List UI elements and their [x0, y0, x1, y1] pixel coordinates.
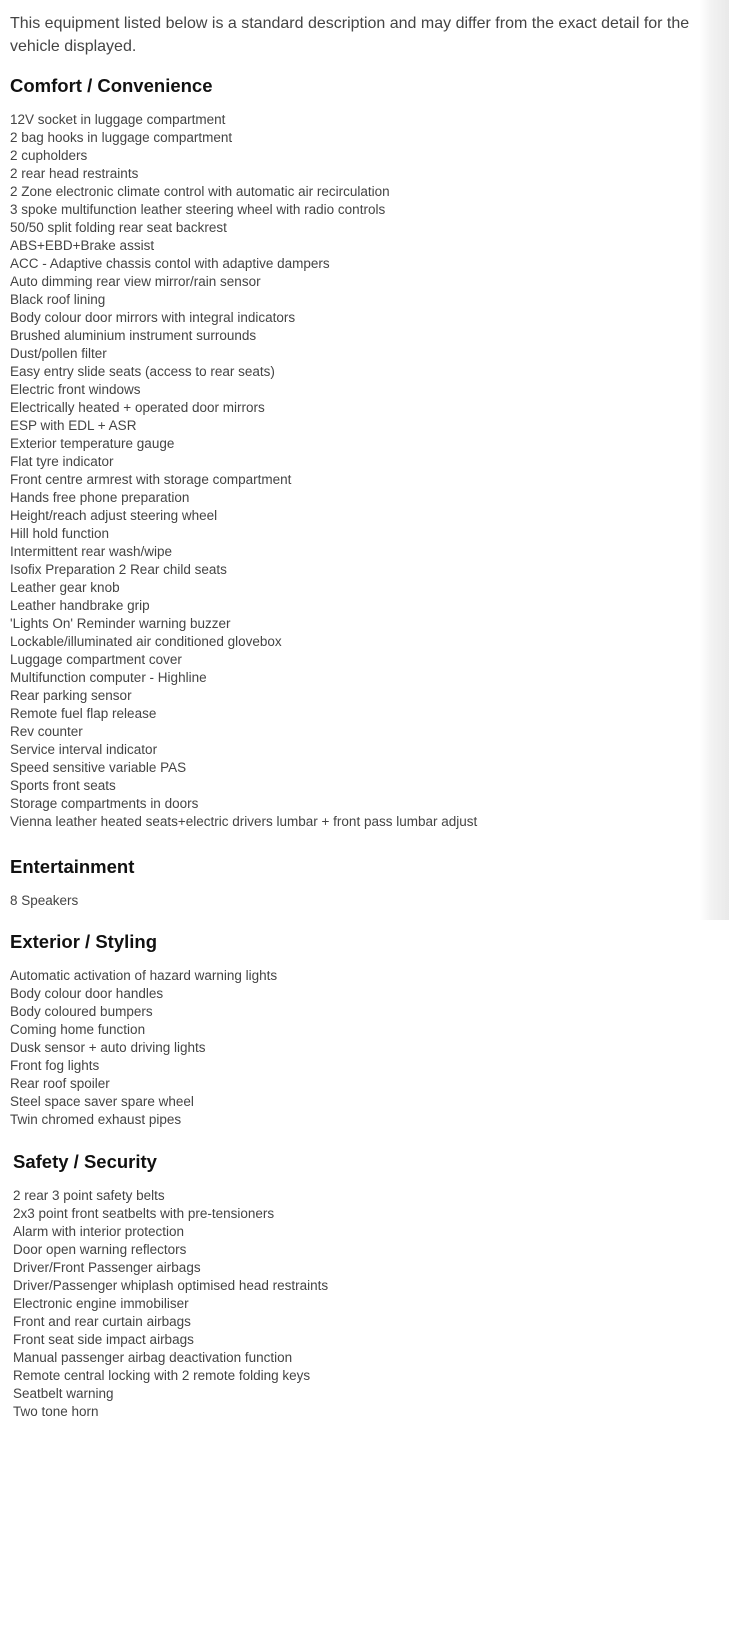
equipment-item: 2 bag hooks in luggage compartment [10, 130, 233, 145]
equipment-item: Multifunction computer - Highline [10, 670, 207, 685]
equipment-item: Front and rear curtain airbags [13, 1314, 191, 1329]
equipment-item: Driver/Passenger whiplash optimised head restraints [13, 1278, 329, 1293]
equipment-item: 2 Zone electronic climate control with automatic air recirculation [10, 184, 390, 199]
equipment-item: Electrically heated + operated door mirrors [10, 400, 265, 415]
equipment-item: Remote fuel flap release [10, 706, 157, 721]
equipment-item: Sports front seats [10, 778, 116, 793]
equipment-item: Lockable/illuminated air conditioned glovebox [10, 634, 282, 649]
equipment-item: 2 cupholders [10, 148, 88, 163]
equipment-item: Two tone horn [13, 1404, 99, 1419]
equipment-item: Flat tyre indicator [10, 454, 114, 469]
equipment-item: Height/reach adjust steering wheel [10, 508, 218, 523]
section-exterior-styling [10, 930, 690, 1127]
equipment-item: Rear roof spoiler [10, 1076, 110, 1091]
equipment-item: Manual passenger airbag deactivation function [13, 1350, 293, 1365]
equipment-item: Alarm with interior protection [13, 1224, 185, 1239]
equipment-item: 'Lights On' Reminder warning buzzer [10, 616, 231, 631]
section-title: Exterior / Styling [10, 931, 158, 952]
equipment-list [10, 892, 78, 910]
equipment-item: Body colour door handles [10, 986, 164, 1001]
equipment-item: Electronic engine immobiliser [13, 1296, 189, 1311]
equipment-item: Storage compartments in doors [10, 796, 199, 811]
equipment-item: Exterior temperature gauge [10, 436, 175, 451]
equipment-list [13, 1187, 328, 1421]
equipment-item: Leather gear knob [10, 580, 120, 595]
equipment-item: Twin chromed exhaust pipes [10, 1112, 182, 1127]
section-safety-security [13, 1150, 693, 1419]
right-edge-shadow [700, 0, 729, 920]
equipment-item: Dusk sensor + auto driving lights [10, 1040, 206, 1055]
equipment-item: Body coloured bumpers [10, 1004, 153, 1019]
equipment-item: Easy entry slide seats (access to rear seats) [10, 364, 275, 379]
equipment-item: Luggage compartment cover [10, 652, 182, 667]
equipment-item: Service interval indicator [10, 742, 158, 757]
equipment-item: Hands free phone preparation [10, 490, 190, 505]
equipment-item: Vienna leather heated seats+electric drivers lumbar + front pass lumbar adjust [10, 814, 478, 829]
equipment-item: ESP with EDL + ASR [10, 418, 137, 433]
equipment-item: Door open warning reflectors [13, 1242, 187, 1257]
equipment-item: Brushed aluminium instrument surrounds [10, 328, 257, 343]
equipment-item: Coming home function [10, 1022, 146, 1037]
equipment-item: 2x3 point front seatbelts with pre-tensioners [13, 1206, 275, 1221]
equipment-item: Body colour door mirrors with integral indicators [10, 310, 296, 325]
section-title: Entertainment [10, 856, 135, 877]
equipment-item: Intermittent rear wash/wipe [10, 544, 173, 559]
equipment-item: Steel space saver spare wheel [10, 1094, 194, 1109]
equipment-item: Front centre armrest with storage compartment [10, 472, 292, 487]
intro-text: This equipment listed below is a standard description and may differ from the exact detail for the vehicle displayed. [10, 15, 690, 55]
equipment-item: 12V socket in luggage compartment [10, 112, 226, 127]
equipment-item: Electric front windows [10, 382, 141, 397]
equipment-list [10, 111, 477, 831]
equipment-item: Driver/Front Passenger airbags [13, 1260, 201, 1275]
equipment-item: Leather handbrake grip [10, 598, 150, 613]
equipment-item: 50/50 split folding rear seat backrest [10, 220, 227, 235]
equipment-item: Rev counter [10, 724, 83, 739]
equipment-item: 2 rear head restraints [10, 166, 139, 181]
equipment-item: Rear parking sensor [10, 688, 132, 703]
equipment-item: Isofix Preparation 2 Rear child seats [10, 562, 227, 577]
equipment-item: Seatbelt warning [13, 1386, 114, 1401]
equipment-item: 8 Speakers [10, 893, 79, 908]
equipment-item: Front fog lights [10, 1058, 100, 1073]
equipment-item: 3 spoke multifunction leather steering wheel with radio controls [10, 202, 386, 217]
equipment-list [10, 967, 277, 1129]
equipment-item: Dust/pollen filter [10, 346, 107, 361]
section-title: Comfort / Convenience [10, 75, 213, 96]
equipment-item: Auto dimming rear view mirror/rain sensor [10, 274, 261, 289]
section-entertainment [10, 855, 690, 908]
section-title: Safety / Security [13, 1151, 157, 1172]
equipment-item: Remote central locking with 2 remote folding keys [13, 1368, 311, 1383]
equipment-item: ACC - Adaptive chassis contol with adaptive dampers [10, 256, 330, 271]
equipment-item: ABS+EBD+Brake assist [10, 238, 155, 253]
equipment-item: Front seat side impact airbags [13, 1332, 194, 1347]
equipment-item: 2 rear 3 point safety belts [13, 1188, 165, 1203]
section-comfort-convenience [10, 74, 690, 829]
equipment-item: Speed sensitive variable PAS [10, 760, 187, 775]
equipment-item: Black roof lining [10, 292, 106, 307]
equipment-item: Hill hold function [10, 526, 110, 541]
equipment-item: Automatic activation of hazard warning lights [10, 968, 278, 983]
